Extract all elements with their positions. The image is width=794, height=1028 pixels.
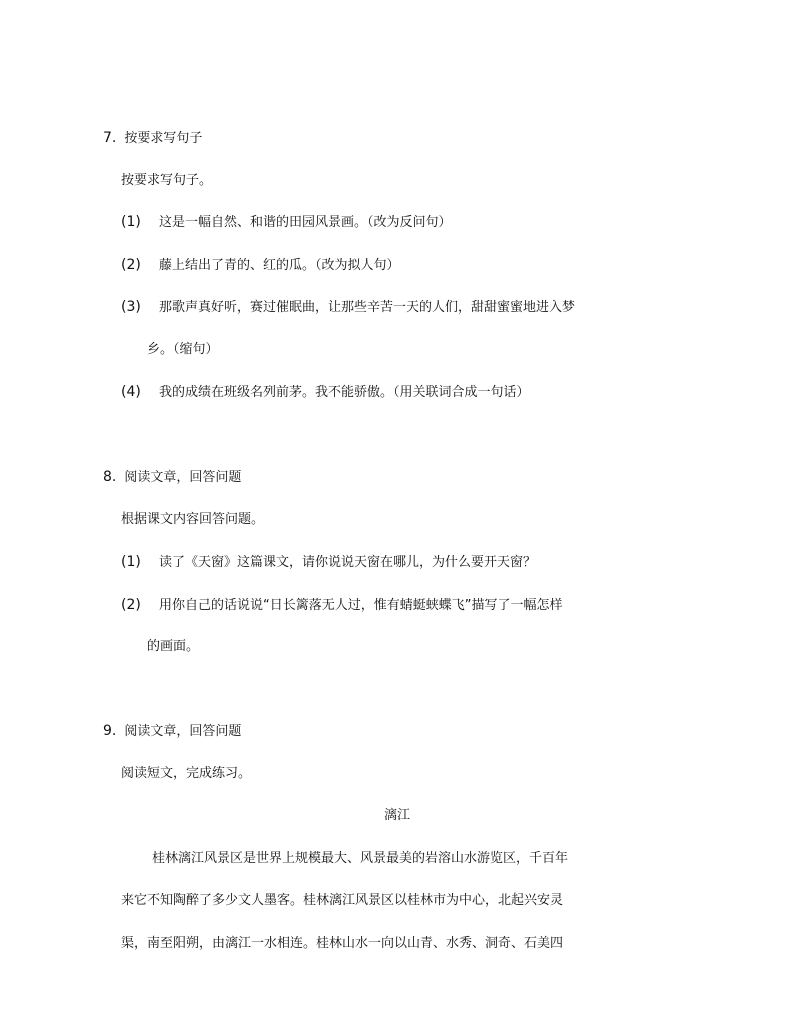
q8-heading-text: 阅读文章，回答问题 [124,470,242,485]
item-text: 读了《天窗》这篇课文，请你说说天窗在哪儿，为什么要开天窗？ [159,555,537,570]
q8-number: 8. [103,469,117,485]
q7-item-4 [121,384,530,401]
item-text: 那歌声真好听，赛过催眠曲，让那些辛苦一天的人们，甜甜蜜蜜地进入梦 [159,300,576,315]
q7-instruction: 按要求写句子。 [121,173,213,188]
q7-number: 7. [103,130,117,146]
item-number: (2) [121,257,141,273]
item-number: (2) [121,597,141,613]
q9-heading [103,723,241,740]
q9-number: 9. [103,723,117,739]
item-text: 我的成绩在班级名列前茅。我不能骄傲。（用关联词合成一句话） [159,385,530,400]
q7-item-3 [121,299,575,316]
passage-line-3: 渠，南至阳朔，由漓江一水相连。桂林山水一向以山青、水秀、洞奇、石美四 [121,936,564,951]
q8-item-2 [121,597,562,614]
q8-item-2-continuation: 的画面。 [147,639,200,654]
item-number: (3) [121,299,141,315]
item-number: (1) [121,554,141,570]
q9-instruction: 阅读短文，完成练习。 [121,766,252,781]
q8-instruction: 根据课文内容回答问题。 [121,512,265,527]
item-text: 用你自己的话说说“日长篱落无人过，惟有蜻蜓蛱蝶飞”描写了一幅怎样 [159,598,563,613]
item-text: 藤上结出了青的、红的瓜。（改为拟人句） [159,258,400,273]
q8-heading [103,469,241,486]
q7-heading [103,130,202,147]
q7-item-3-continuation: 乡。（缩句） [147,342,219,357]
item-text: 这是一幅自然、和谐的田园风景画。（改为反问句） [159,215,452,230]
item-number: (1) [121,214,141,230]
q7-item-1 [121,214,452,231]
passage-line-1: 桂林漓江风景区是世界上规模最大、风景最美的岩溶山水游览区，千百年 [152,851,569,866]
passage-line-2: 来它不知陶醉了多少文人墨客。桂林漓江风景区以桂林市为中心，北起兴安灵 [121,893,564,908]
q7-item-2 [121,257,400,274]
q7-heading-text: 按要求写句子 [124,131,203,146]
passage-title: 漓江 [383,808,410,823]
item-number: (4) [121,384,141,400]
q9-heading-text: 阅读文章，回答问题 [124,724,242,739]
q8-item-1 [121,554,536,571]
